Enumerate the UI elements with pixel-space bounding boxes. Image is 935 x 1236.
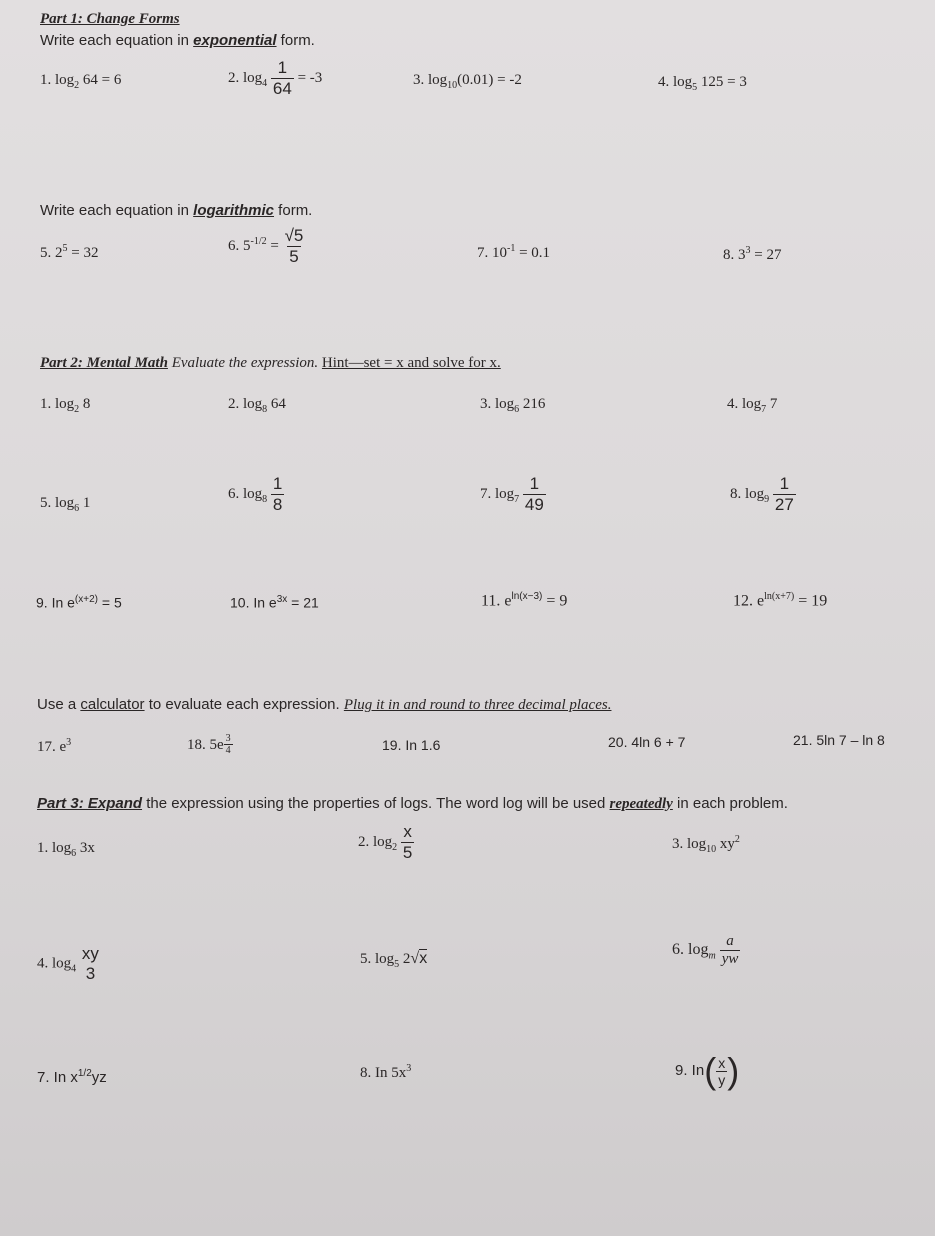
- p3-problem-4: 4. $\log_4$ xy 3: [37, 944, 99, 983]
- calc-problem-17: 17. $e^3$: [37, 737, 72, 755]
- p1-problem-6: 6. $5^{-1/2}$ = $\frac{√5}{5}$: [228, 226, 304, 266]
- p2-problem-10: 10. In $e^{3x} = 21$: [230, 594, 319, 611]
- p1-problem-3: 3. $\log_{10}(0.01) = -2$: [413, 72, 522, 91]
- p1-problem-1: 1. $\log_2 64 = 6$: [40, 72, 122, 91]
- part1-instr-logarithmic: Write each equation in logarithmic form.: [40, 202, 313, 219]
- calc-problem-19: 19. In 1.6: [382, 737, 441, 753]
- p2-problem-6: 6. $\log_8$ $\frac{1}{8}$: [228, 474, 283, 514]
- p1-problem-5: 5. $2^5 = 32$: [40, 243, 99, 261]
- p1-problem-7: 7. $10^{-1} = 0.1$: [477, 243, 551, 261]
- p2-problem-8: 8. $\log_9$ $\frac{1}{27}$: [730, 474, 794, 514]
- calculator-instruction: Use a calculator to evaluate each expression. Plug it in and round to three decimal places.: [37, 696, 612, 713]
- p3-problem-5: 5. $\log_5 2√x$: [360, 950, 428, 970]
- calc-problem-20: 20. 4ln 6 + 7: [608, 734, 686, 750]
- part2-heading: Part 2: Mental Math Evaluate the expression. Hint—set = x and solve for x.: [40, 355, 501, 371]
- calc-problem-21: 21. 5ln 7 – ln 8: [793, 732, 885, 748]
- p2-problem-11: 11. $e^{ln(x-3)} = 9$: [481, 591, 568, 610]
- p3-problem-7: 7. In $x^{1/2}yz$: [37, 1068, 107, 1086]
- p3-problem-8: 8. In $5x^3$: [360, 1063, 412, 1081]
- p2-problem-2: 2. $\log_8 64$: [228, 396, 286, 415]
- calc-problem-18: 18. 5e $\frac{3}{4}$: [187, 733, 231, 756]
- p3-problem-2: 2. $\log_2$ $\frac{x}{5}$: [358, 822, 413, 862]
- p2-problem-7: 7. $\log_7$ $\frac{1}{49}$: [480, 474, 544, 514]
- part1-instr-exponential: Write each equation in exponential form.: [40, 32, 315, 49]
- p3-problem-3: 3. $\log_{10} xy^2$: [672, 834, 740, 855]
- p3-problem-6: 6. $\log_m$ $\frac{a}{yw}$: [672, 933, 739, 967]
- p2-problem-4: 4. $\log_7 7$: [727, 396, 778, 415]
- p2-problem-3: 3. $\log_6 216$: [480, 396, 546, 415]
- p1-problem-8: 8. $3^3 = 27$: [723, 245, 782, 263]
- part1-title: Part 1: Change Forms: [40, 11, 180, 27]
- p1-problem-2: 2. $\log_4$ $\frac{1}{64}$ = -3: [228, 58, 323, 98]
- p3-problem-9: 9. In( $\frac{x}{y}$ ): [675, 1050, 740, 1091]
- p2-problem-9: 9. In $e^{(x+2)} = 5$: [36, 594, 122, 611]
- p2-problem-12: 12. $e^{ln(x+7)} = 19$: [733, 591, 828, 610]
- p1-problem-4: 4. $\log_5 125 = 3$: [658, 74, 747, 93]
- p3-problem-1: 1. $\log_6 3x$: [37, 840, 95, 859]
- p2-problem-5: 5. $\log_6 1$: [40, 495, 91, 514]
- p2-problem-1: 1. $\log_2 8$: [40, 396, 91, 415]
- part3-heading: Part 3: Expand the expression using the properties of logs. The word log will be used repeatedly in each problem.: [37, 795, 788, 812]
